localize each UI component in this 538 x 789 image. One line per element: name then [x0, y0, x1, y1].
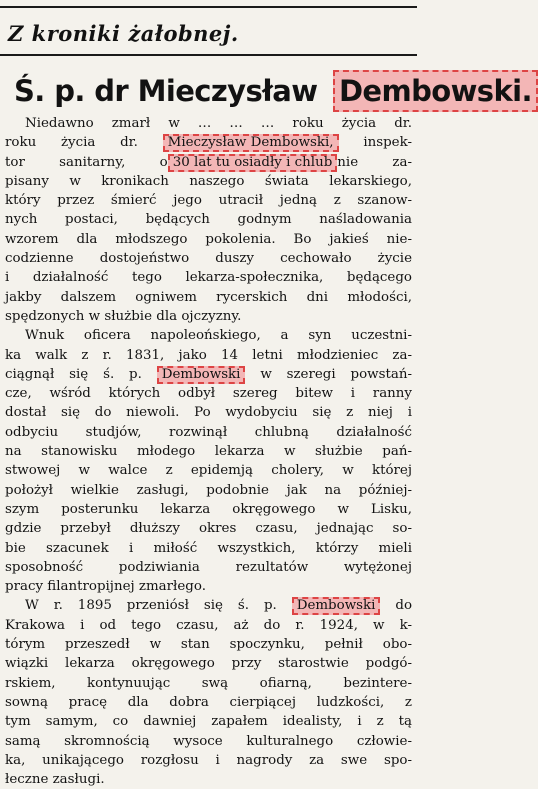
- article-line: odbyciu studjów, rozwinął chlubną działalność: [5, 424, 412, 440]
- article-line: spędzonych w służbie dla ojczyzny.: [5, 308, 242, 324]
- article-line: tórym przeszedł w stan spoczynku, pełnił obo-: [5, 637, 412, 653]
- article-line: wiązki lekarza okręgowego przy starostwie podgó-: [5, 656, 412, 672]
- article-line: pisany w kronikach naszego świata lekarskiego,: [5, 173, 412, 189]
- highlighted-name: Dembowski: [157, 366, 246, 384]
- article-line: sowną pracę dla dobra cierpiącej ludzkości, z: [5, 694, 412, 710]
- article-line: ciągnął się ś. p. Dembowski w szeregi powstań-: [5, 366, 412, 382]
- article-line: położył wielkie zasługi, podobnie jak na później-: [5, 482, 412, 498]
- article-line: stwowej w walce z epidemją cholery, w której: [5, 463, 412, 479]
- article-line: roku życia dr. Mieczysław Dembowski, inspek-: [5, 135, 412, 151]
- headline-prefix: Ś. p. dr Mieczysław: [14, 74, 318, 108]
- article-line: łeczne zasługi.: [5, 772, 105, 788]
- article-line: na stanowisku młodego lekarza w służbie pań-: [5, 444, 412, 460]
- article-line: wzorem dla młodszego pokolenia. Bo jakieś nie-: [5, 231, 412, 247]
- article-line: codzienne dostojeństwo duszy cechowało życie: [5, 251, 412, 267]
- article-line: i działalność tego lekarza-społecznika, będącego: [5, 270, 412, 286]
- article-line: który przez śmierć jego utracił jedną z szanow-: [5, 193, 412, 209]
- article-line: szym posterunku lekarza okręgowego w Lisku,: [5, 501, 412, 517]
- article-line: dostał się do niewoli. Po wydobyciu się z niej i: [5, 405, 412, 421]
- article-line: gdzie przebył dłuższy okres czasu, jednając so-: [5, 521, 412, 537]
- headline-surname-highlight: Dembowski.: [333, 70, 538, 112]
- article-line: rskiem, kontynuując swą ofiarną, bezintere-: [5, 675, 412, 691]
- article-line: W r. 1895 przeniósł się ś. p. Dembowski do: [25, 598, 412, 614]
- article-line: Wnuk oficera napoleońskiego, a syn uczestni-: [25, 328, 412, 344]
- highlighted-name: Dembowski: [292, 597, 381, 615]
- article-line: ka, unikającego rozgłosu i nagrody za swe spo-: [5, 752, 412, 768]
- article-line: Niedawno zmarł w … … … roku życia dr.: [25, 116, 412, 131]
- highlighted-name: Mieczysław Dembowski,: [163, 134, 339, 152]
- article-line: samą skromnością wysoce kulturalnego człowie-: [5, 733, 412, 749]
- article-line: pracy filantropijnej zmarłego.: [5, 579, 206, 595]
- section-rule: [0, 54, 417, 56]
- article-line: ka walk z r. 1831, jako 14 letni młodzieniec za-: [5, 347, 412, 363]
- article-line: bie szacunek i miłość wszystkich, którzy mieli: [5, 540, 412, 556]
- article-line: tym samym, co dawniej zapałem idealisty, i z tą: [5, 714, 412, 730]
- highlighted-name: 30 lat tu osiadły i chlub: [168, 154, 338, 172]
- top-rule: [0, 6, 417, 8]
- obituary-headline: [14, 70, 538, 112]
- article-line: Krakowa i od tego czasu, aż do r. 1924, w k-: [5, 617, 412, 633]
- article-line: jakby dalszem ogniwem rycerskich dni młodości,: [5, 289, 412, 305]
- article-line: cze, wśród których odbył szereg bitew i ranny: [5, 386, 412, 402]
- article-line: sposobność podziwiania rezultatów wytężonej: [5, 559, 412, 575]
- obituary-article: [5, 114, 412, 789]
- article-line: nych postaci, będących godnym naśladowania: [5, 212, 412, 228]
- article-line: tor sanitarny, o 30 lat tu osiadły i chlub nie za-: [5, 154, 412, 170]
- section-title: Z kroniki żałobnej.: [8, 21, 239, 46]
